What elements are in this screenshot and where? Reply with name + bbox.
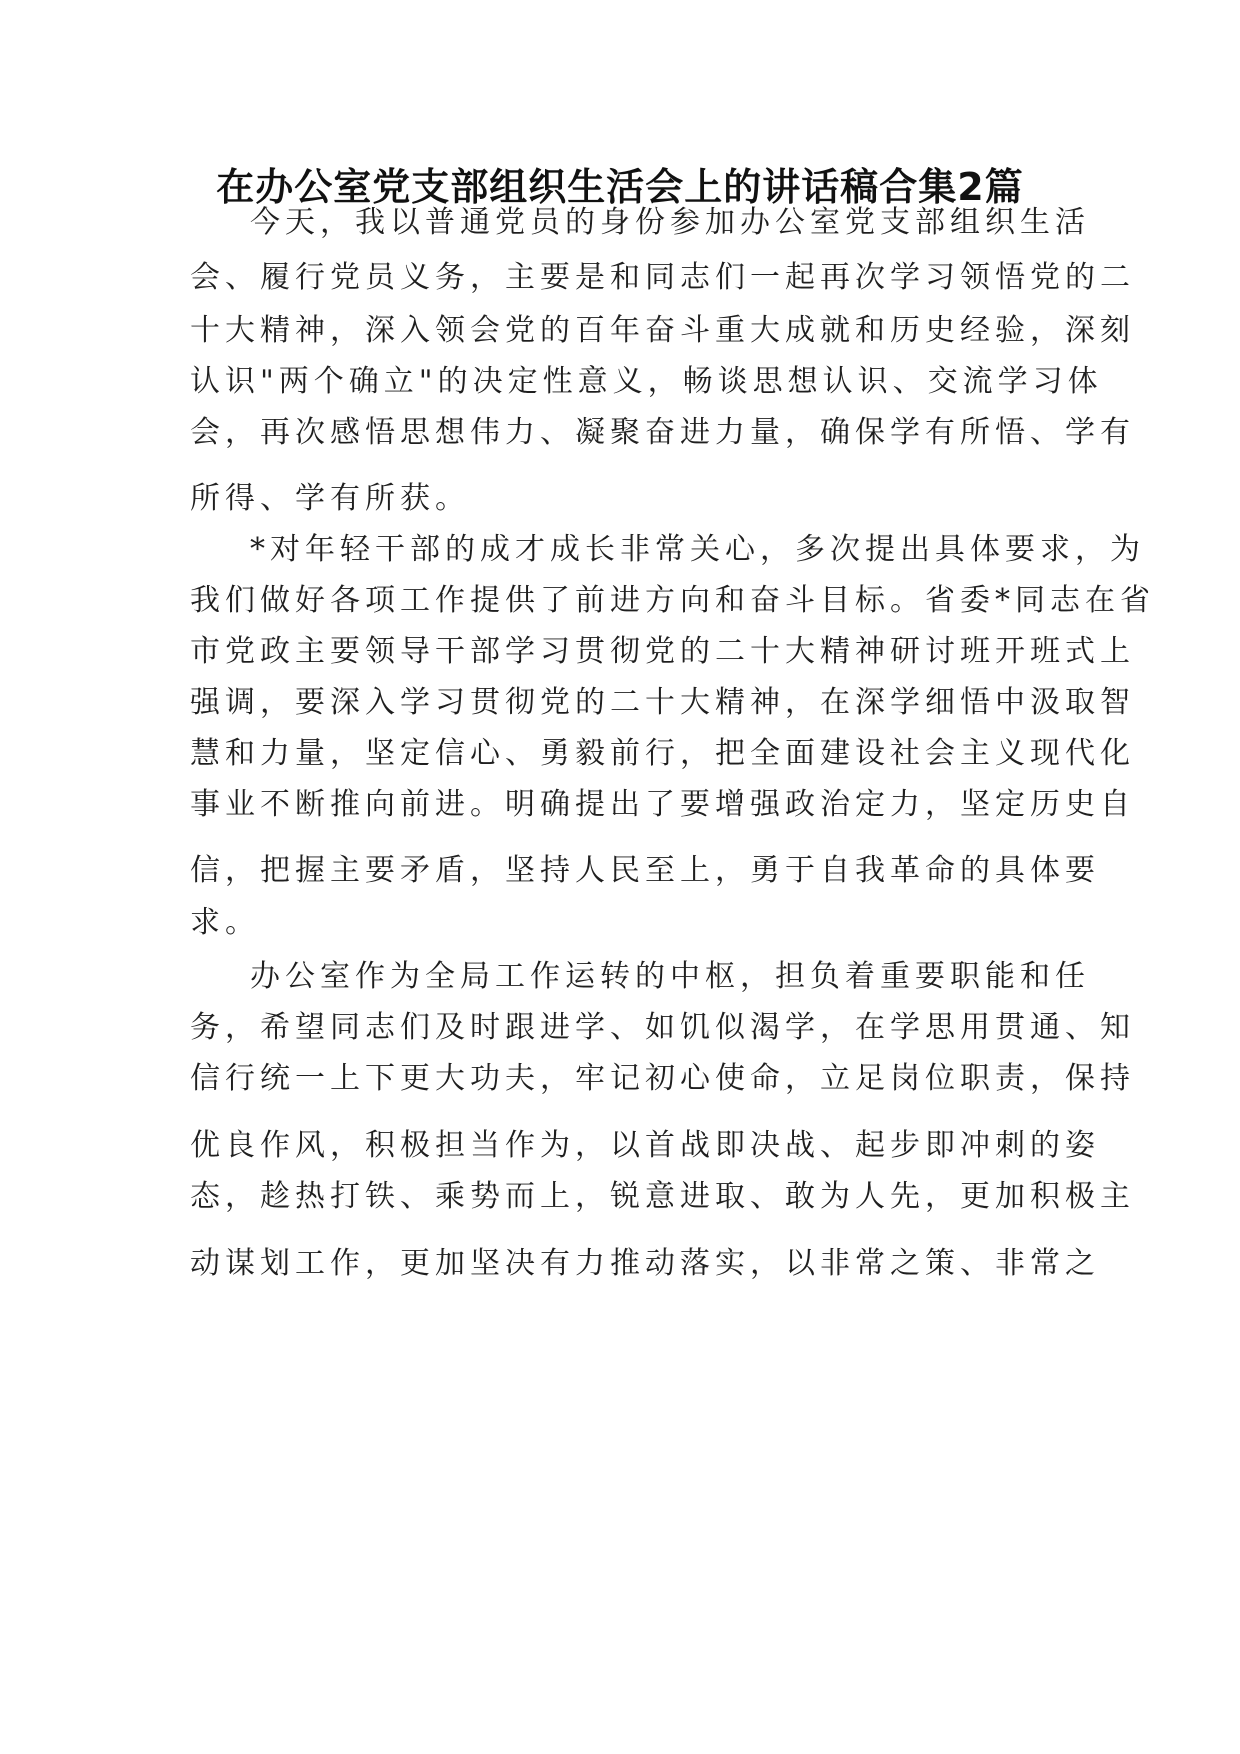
paragraph-1-line-2: 会、履行党员义务，主要是和同志们一起再次学习领悟党的二 [190, 260, 1135, 295]
paragraph-2-line-7: 信，把握主要矛盾，坚持人民至上，勇于自我革命的具体要 [190, 853, 1100, 888]
paragraph-2-line-6: 事业不断推向前进。明确提出了要增强政治定力，坚定历史自 [190, 787, 1135, 822]
paragraph-3-line-3: 信行统一上下更大功夫，牢记初心使命，立足岗位职责，保持 [190, 1061, 1135, 1096]
paragraph-3-line-2: 务，希望同志们及时跟进学、如饥似渴学，在学思用贯通、知 [190, 1010, 1135, 1045]
paragraph-3-line-1: 办公室作为全局工作运转的中枢，担负着重要职能和任 [250, 959, 1090, 994]
paragraph-1-line-4: 认识"两个确立"的决定性意义，畅谈思想认识、交流学习体 [190, 364, 1103, 399]
paragraph-1-line-3: 十大精神，深入领会党的百年奋斗重大成就和历史经验，深刻 [190, 313, 1135, 348]
paragraph-2-line-1: *对年轻干部的成才成长非常关心，多次提出具体要求，为 [250, 532, 1145, 567]
paragraph-3-line-4: 优良作风，积极担当作为，以首战即决战、起步即冲刺的姿 [190, 1128, 1100, 1163]
document-title: 在办公室党支部组织生活会上的讲话稿合集2篇 [216, 165, 1024, 209]
paragraph-1-line-5: 会，再次感悟思想伟力、凝聚奋进力量，确保学有所悟、学有 [190, 415, 1135, 450]
paragraph-3-line-5: 态，趁热打铁、乘势而上，锐意进取、敢为人先，更加积极主 [190, 1179, 1135, 1214]
paragraph-2-line-3: 市党政主要领导干部学习贯彻党的二十大精神研讨班开班式上 [190, 634, 1135, 669]
paragraph-2-line-8: 求。 [190, 905, 260, 940]
paragraph-2-line-4: 强调，要深入学习贯彻党的二十大精神，在深学细悟中汲取智 [190, 685, 1135, 720]
paragraph-1-line-1: 今天，我以普通党员的身份参加办公室党支部组织生活 [250, 205, 1090, 240]
paragraph-2-line-2: 我们做好各项工作提供了前进方向和奋斗目标。省委*同志在省 [190, 583, 1155, 618]
paragraph-2-line-5: 慧和力量，坚定信心、勇毅前行，把全面建设社会主义现代化 [190, 736, 1135, 771]
paragraph-1-line-6: 所得、学有所获。 [190, 481, 470, 516]
paragraph-3-line-6: 动谋划工作，更加坚决有力推动落实，以非常之策、非常之 [190, 1246, 1100, 1281]
